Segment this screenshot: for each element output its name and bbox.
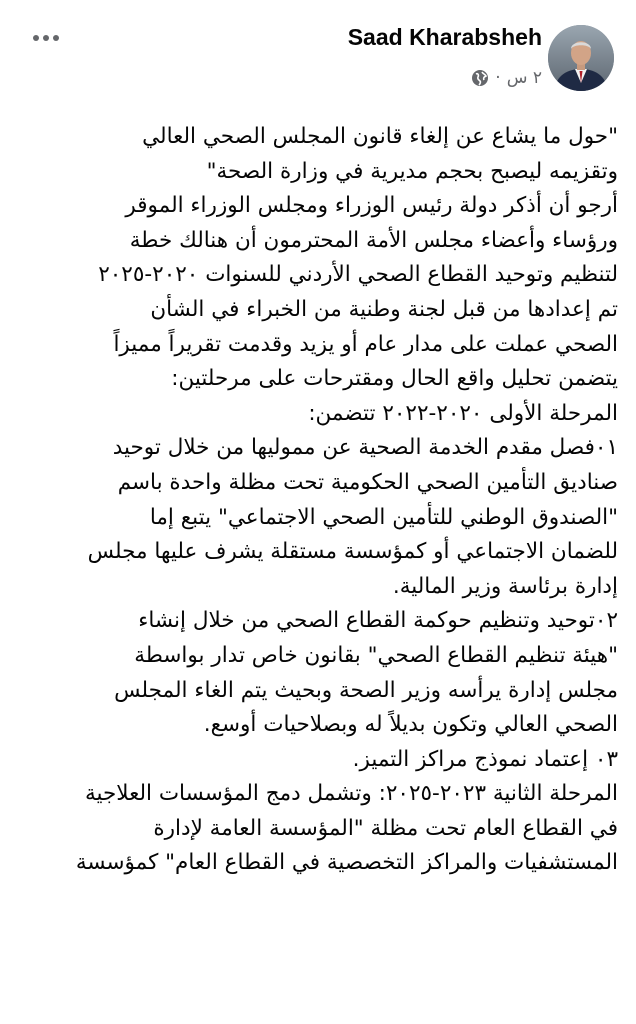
- post-text-line: "حول ما يشاع عن إلغاء قانون المجلس الصحي العالي: [142, 124, 618, 149]
- globe-icon[interactable]: [471, 69, 489, 87]
- post-text-line: الصحي العالي وتكون بديلاً له وبصلاحيات أوسع.: [203, 712, 618, 738]
- post-text-line: المستشفيات والمراكز التخصصية في القطاع العام" كمؤسسة: [75, 850, 618, 876]
- post-text-line: أرجو أن أذكر دولة رئيس الوزراء ومجلس الوزراء الموقر: [125, 193, 618, 219]
- author-name[interactable]: Saad Kharabsheh: [347, 24, 542, 50]
- post-text-line: لتنظيم وتوحيد القطاع الصحي الأردني للسنوات ٢٠٢٠-٢٠٢٥: [98, 262, 618, 288]
- avatar-photo: [548, 25, 614, 91]
- more-options-icon-dot: [53, 35, 59, 41]
- post-text-line: المرحلة الثانية ٢٠٢٣-٢٠٢٥: وتشمل دمج المؤسسات العلاجية: [84, 781, 618, 807]
- avatar[interactable]: [548, 25, 614, 91]
- post-header: [0, 0, 636, 110]
- more-options-icon: [33, 35, 39, 41]
- post-text-line: ٠٢توحيد وتنظيم حوكمة القطاع الصحي من خلال إنشاء: [138, 608, 618, 634]
- post-text-line: ورؤساء وأعضاء مجلس الأمة المحترمون أن هنالك خطة: [129, 227, 618, 253]
- post-text-line: ٠٣ إعتماد نموذج مراكز التميز.: [352, 746, 618, 772]
- post-text: [14, 120, 618, 881]
- post-text-line: للضمان الاجتماعي أو كمؤسسة مستقلة يشرف عليها مجلس: [87, 539, 618, 565]
- post-meta: [471, 68, 542, 88]
- post-text-line: يتضمن تحليل واقع الحال ومقترحات على مرحلتين:: [171, 366, 618, 392]
- post-text-line: وتقزيمه ليصبح بحجم مديرية في وزارة الصحة": [206, 158, 618, 184]
- post-text-line: "الصندوق الوطني للتأمين الصحي الاجتماعي" يتبع إما: [149, 504, 618, 530]
- post-text-line: مجلس إدارة يرأسه وزير الصحة وبحيث يتم الغاء المجلس: [114, 677, 618, 703]
- post-text-line: في القطاع العام تحت مظلة "المؤسسة العامة لإدارة: [153, 815, 618, 841]
- post-text-line: المرحلة الأولى ٢٠٢٠-٢٠٢٢ تتضمن:: [308, 400, 618, 426]
- post-text-line: صناديق التأمين الصحي الحكومية تحت مظلة واحدة باسم: [117, 469, 618, 495]
- post-text-line: ٠١فصل مقدم الخدمة الصحية عن مموليها من خلال توحيد: [112, 435, 618, 461]
- post-timestamp[interactable]: ٢ س: [506, 68, 542, 88]
- post-text-line: تم إعدادها من قبل لجنة وطنية من الخبراء في الشأن: [150, 296, 618, 322]
- post-text-line: "هيئة تنظيم القطاع الصحي" بقانون خاص تدار بواسطة: [134, 642, 618, 668]
- more-options-button[interactable]: [28, 26, 64, 50]
- post-text-line: إدارة برئاسة وزير المالية.: [392, 573, 618, 599]
- post-text-line: الصحي عملت على مدار عام أو يزيد وقدمت تقريراً مميزاً: [113, 331, 618, 357]
- more-options-icon-dot: [43, 35, 49, 41]
- meta-separator: ·: [495, 68, 501, 88]
